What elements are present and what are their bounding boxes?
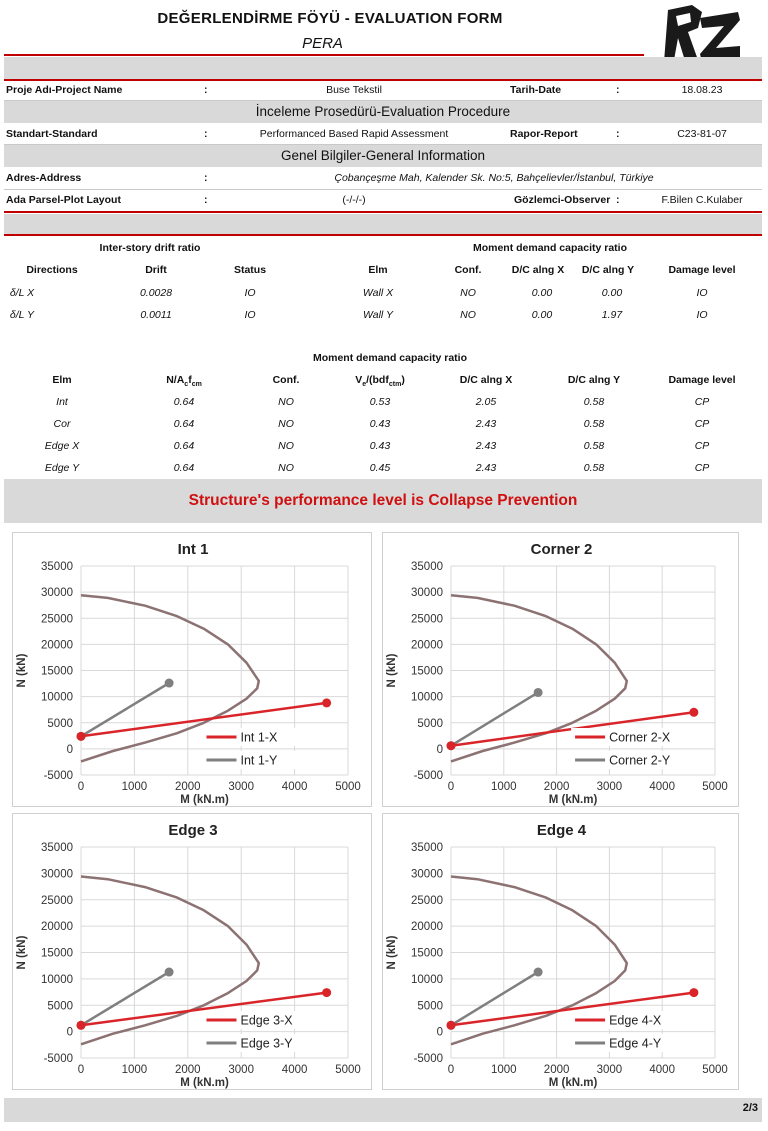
x-tick-label: 5000 — [335, 1064, 361, 1076]
y-tick-label: 15000 — [411, 947, 443, 960]
moment2-row-dcy: 0.58 — [583, 418, 605, 430]
moment2-header-damage: Damage level — [668, 374, 736, 386]
drift-table — [0, 262, 768, 332]
observer-value: F.Bilen C.Kulaber — [661, 194, 743, 206]
series-point — [534, 968, 543, 977]
moment1-row-elm: Wall X — [362, 287, 394, 299]
series-point — [534, 688, 543, 697]
series-point — [322, 698, 331, 707]
y-tick-label: 35000 — [41, 561, 73, 573]
legend-label: Edge 4-Y — [609, 1036, 662, 1051]
chart-svg — [383, 533, 740, 808]
moment2-row-conf: NO — [278, 440, 294, 452]
header-grey-band — [4, 57, 762, 79]
moment2-header-dcx: D/C alng X — [459, 374, 513, 386]
y-tick-label: 15000 — [41, 947, 73, 960]
moment2-header-elm: Elm — [52, 374, 72, 386]
legend-label: Edge 3-Y — [240, 1036, 293, 1051]
series-point — [77, 1021, 86, 1030]
y-tick-label: 20000 — [41, 639, 73, 652]
series-point — [447, 1021, 456, 1030]
moment1-row-conf: NO — [460, 309, 476, 321]
general-band: Genel Bilgiler-General Information — [4, 145, 762, 167]
series-point — [689, 988, 698, 997]
x-tick-label: 2000 — [543, 781, 570, 793]
standard-sep: : — [204, 128, 208, 140]
y-tick-label: 20000 — [41, 921, 73, 934]
y-tick-label: 35000 — [41, 842, 73, 854]
y-tick-label: 30000 — [41, 868, 73, 881]
moment2-row-conf: NO — [278, 462, 294, 474]
moment2-row-damage: CP — [694, 418, 710, 430]
x-tick-label: 1000 — [121, 1064, 148, 1076]
address-sep: : — [204, 172, 208, 184]
drift-header-drift: Drift — [145, 264, 167, 276]
moment2-row-nac: 0.64 — [173, 396, 195, 408]
legend-label: Int 1-X — [240, 730, 278, 745]
moment1-header-conf: Conf. — [454, 264, 482, 276]
moment2-row-dcy: 0.58 — [583, 396, 605, 408]
form-title: DEĞERLENDİRME FÖYÜ - EVALUATION FORM — [157, 10, 503, 27]
x-tick-label: 1000 — [491, 781, 517, 793]
observer-label: Gözlemci-Observer — [514, 194, 611, 206]
series-point — [689, 708, 698, 717]
moment2-header-conf: Conf. — [272, 374, 300, 386]
form-subtitle: PERA — [302, 35, 343, 52]
x-tick-label: 0 — [77, 781, 85, 793]
x-axis-label: M (kN.m) — [180, 794, 229, 806]
moment2-row-ve: 0.43 — [369, 440, 391, 452]
legend-label: Int 1-Y — [240, 753, 278, 768]
project-label: Proje Adı-Project Name — [6, 84, 123, 96]
y-tick-label: 0 — [66, 1026, 73, 1039]
chart-title: Int 1 — [177, 541, 209, 558]
address-row — [4, 168, 762, 188]
header-red-line — [4, 54, 644, 56]
moment1-title: Moment demand capacity ratio — [472, 242, 628, 254]
y-axis-label: N (kN) — [386, 935, 398, 970]
x-tick-label: 4000 — [649, 781, 675, 793]
moment2-header-dcy: D/C alng Y — [567, 374, 621, 386]
moment1-row-elm: Wall Y — [363, 309, 393, 321]
report-label: Rapor-Report — [510, 128, 578, 140]
chart-title: Corner 2 — [530, 541, 593, 558]
standard-label: Standart-Standard — [6, 128, 98, 140]
y-tick-label: 30000 — [41, 587, 73, 600]
x-tick-label: 5000 — [335, 781, 361, 793]
y-tick-label: 0 — [66, 743, 73, 756]
page-number: 2/3 — [742, 1102, 758, 1114]
y-tick-label: 10000 — [411, 691, 443, 704]
y-tick-label: 25000 — [411, 613, 443, 626]
y-tick-label: 10000 — [41, 973, 73, 986]
x-tick-label: 3000 — [228, 781, 254, 793]
chart-corner-2 — [382, 532, 739, 807]
plot-value: (-/-/-) — [342, 194, 366, 206]
moment1-header-damage: Damage level — [668, 264, 736, 276]
date-sep: : — [616, 84, 620, 96]
y-tick-label: 30000 — [411, 587, 443, 600]
y-axis-label: N (kN) — [386, 653, 398, 688]
drift-row-status: IO — [244, 287, 256, 299]
standard-value: Performanced Based Rapid Assessment — [259, 128, 449, 140]
x-tick-label: 2000 — [543, 1064, 570, 1076]
moment2-row-ve: 0.43 — [369, 418, 391, 430]
project-sep: : — [204, 84, 208, 96]
x-tick-label: 0 — [77, 1064, 85, 1076]
moment2-row-dcx: 2.43 — [475, 440, 497, 452]
section-red-line-2 — [4, 234, 762, 236]
y-tick-label: -5000 — [43, 1053, 73, 1065]
x-tick-label: 4000 — [281, 781, 308, 793]
moment2-header-nac: $N/A_cf_{cm}$ — [166, 374, 202, 389]
moment1-row-conf: NO — [460, 287, 476, 299]
moment1-row-dcy: 0.00 — [601, 287, 623, 299]
moment1-row-dcx: 0.00 — [531, 309, 553, 321]
y-tick-label: 25000 — [411, 894, 443, 907]
y-tick-label: 35000 — [411, 561, 443, 573]
x-tick-label: 0 — [447, 781, 455, 793]
performance-banner: Structure's performance level is Collapse Prevention — [4, 479, 762, 523]
y-tick-label: 30000 — [411, 868, 443, 881]
chart-svg — [13, 814, 373, 1091]
section-grey-band — [4, 214, 762, 234]
x-tick-label: 2000 — [175, 1064, 201, 1076]
moment2-row-elm: Cor — [53, 418, 71, 430]
drift-row-value: 0.0011 — [140, 309, 172, 321]
y-tick-label: 5000 — [47, 1000, 73, 1013]
address-label: Adres-Address — [6, 172, 82, 184]
plot-row — [4, 190, 762, 210]
x-tick-label: 3000 — [596, 781, 623, 793]
moment2-row-damage: CP — [694, 396, 710, 408]
legend-label: Edge 4-X — [609, 1013, 662, 1028]
series-line — [451, 972, 538, 1025]
chart-edge-3 — [12, 813, 372, 1090]
y-tick-label: -5000 — [413, 1053, 443, 1065]
x-tick-label: 1000 — [491, 1064, 517, 1076]
legend-label: Edge 3-X — [240, 1013, 293, 1028]
observer-sep: : — [616, 194, 620, 206]
x-tick-label: 2000 — [175, 781, 201, 793]
legend-label: Corner 2-Y — [609, 753, 671, 768]
y-axis-label: N (kN) — [16, 935, 28, 970]
y-tick-label: 10000 — [41, 691, 73, 704]
moment2-row-ve: 0.53 — [369, 396, 391, 408]
chart-svg — [383, 814, 740, 1091]
moment1-row-damage: IO — [696, 287, 708, 299]
moment2-row-nac: 0.64 — [173, 440, 195, 452]
moment1-row-damage: IO — [696, 309, 708, 321]
moment2-row-conf: NO — [278, 418, 294, 430]
x-tick-label: 4000 — [649, 1064, 675, 1076]
x-tick-label: 5000 — [702, 1064, 728, 1076]
drift-header-directions: Directions — [26, 264, 78, 276]
moment2-row-nac: 0.64 — [173, 418, 195, 430]
moment2-row-dcy: 0.58 — [583, 462, 605, 474]
y-tick-label: 5000 — [417, 1000, 443, 1013]
date-label: Tarih-Date — [510, 84, 562, 96]
x-tick-label: 3000 — [228, 1064, 254, 1076]
moment2-row-nac: 0.64 — [173, 462, 195, 474]
chart-svg — [13, 533, 373, 808]
x-axis-label: M (kN.m) — [180, 1077, 229, 1089]
y-tick-label: 5000 — [47, 717, 73, 730]
moment1-header-dcx: D/C alng X — [511, 264, 565, 276]
plot-sep: : — [204, 194, 208, 206]
drift-row-status: IO — [244, 309, 256, 321]
chart-edge-4 — [382, 813, 739, 1090]
y-tick-label: 0 — [436, 1026, 443, 1039]
y-tick-label: -5000 — [43, 770, 73, 782]
x-tick-label: 5000 — [702, 781, 728, 793]
chart-int-1 — [12, 532, 372, 807]
series-point — [322, 988, 331, 997]
x-axis-label: M (kN.m) — [548, 1077, 598, 1089]
moment2-row-dcx: 2.43 — [475, 462, 497, 474]
moment1-header-elm: Elm — [368, 264, 388, 276]
moment2-header-ve: $V_e/(bdf_{ctm})$ — [355, 374, 405, 389]
moment2-row-damage: CP — [694, 462, 710, 474]
series-point — [77, 732, 86, 741]
moment1-header-dcy: D/C alng Y — [581, 264, 635, 276]
chart-title: Edge 3 — [168, 822, 218, 839]
y-axis-label: N (kN) — [16, 653, 28, 688]
y-tick-label: 35000 — [411, 842, 443, 854]
y-tick-label: 15000 — [411, 665, 443, 678]
moment2-row-conf: NO — [278, 396, 294, 408]
drift-row-direction: δ/L X — [9, 287, 35, 299]
date-value: 18.08.23 — [681, 84, 723, 96]
moment2-row-damage: CP — [694, 440, 710, 452]
moment2-row-elm: Edge X — [44, 440, 80, 452]
series-line — [81, 972, 169, 1025]
y-tick-label: -5000 — [413, 770, 443, 782]
legend-label: Corner 2-X — [609, 730, 671, 745]
x-axis-label: M (kN.m) — [548, 794, 598, 806]
y-tick-label: 0 — [436, 743, 443, 756]
footer-bar — [4, 1098, 762, 1122]
moment2-table — [0, 372, 768, 476]
moment2-row-elm: Int — [56, 396, 68, 408]
section-red-line — [4, 211, 762, 213]
chart-title: Edge 4 — [536, 822, 587, 839]
drift-title: Inter-story drift ratio — [99, 242, 201, 254]
standard-row — [4, 124, 762, 144]
series-point — [165, 968, 174, 977]
moment2-row-dcx: 2.05 — [475, 396, 497, 408]
series-line — [451, 692, 538, 745]
x-tick-label: 4000 — [281, 1064, 308, 1076]
series-line — [81, 683, 169, 736]
moment2-row-ve: 0.45 — [369, 462, 391, 474]
report-sep: : — [616, 128, 620, 140]
x-tick-label: 0 — [447, 1064, 455, 1076]
y-tick-label: 25000 — [41, 613, 73, 626]
y-tick-label: 20000 — [411, 921, 443, 934]
moment1-row-dcy: 1.97 — [601, 309, 623, 321]
project-value: Buse Tekstil — [326, 84, 382, 96]
series-point — [165, 679, 174, 688]
series-point — [447, 741, 456, 750]
y-tick-label: 25000 — [41, 894, 73, 907]
moment2-row-elm: Edge Y — [44, 462, 80, 474]
x-tick-label: 3000 — [596, 1064, 623, 1076]
y-tick-label: 5000 — [417, 717, 443, 730]
y-tick-label: 15000 — [41, 665, 73, 678]
moment2-row-dcx: 2.43 — [475, 418, 497, 430]
y-tick-label: 20000 — [411, 639, 443, 652]
moment2-row-dcy: 0.58 — [583, 440, 605, 452]
y-tick-label: 10000 — [411, 973, 443, 986]
moment1-row-dcx: 0.00 — [531, 287, 553, 299]
drift-row-direction: δ/L Y — [9, 309, 35, 321]
x-tick-label: 1000 — [121, 781, 148, 793]
moment2-title: Moment demand capacity ratio — [312, 352, 468, 364]
plot-label: Ada Parsel-Plot Layout — [6, 194, 121, 206]
report-value: C23-81-07 — [677, 128, 727, 140]
project-row — [4, 80, 762, 100]
address-value: Çobançeşme Mah, Kalender Sk. No:5, Bahçelievler/İstanbul, Türkiye — [334, 172, 654, 184]
drift-header-status: Status — [233, 264, 267, 276]
procedure-band: İnceleme Prosedürü-Evaluation Procedure — [4, 101, 762, 123]
drift-row-value: 0.0028 — [139, 287, 173, 299]
